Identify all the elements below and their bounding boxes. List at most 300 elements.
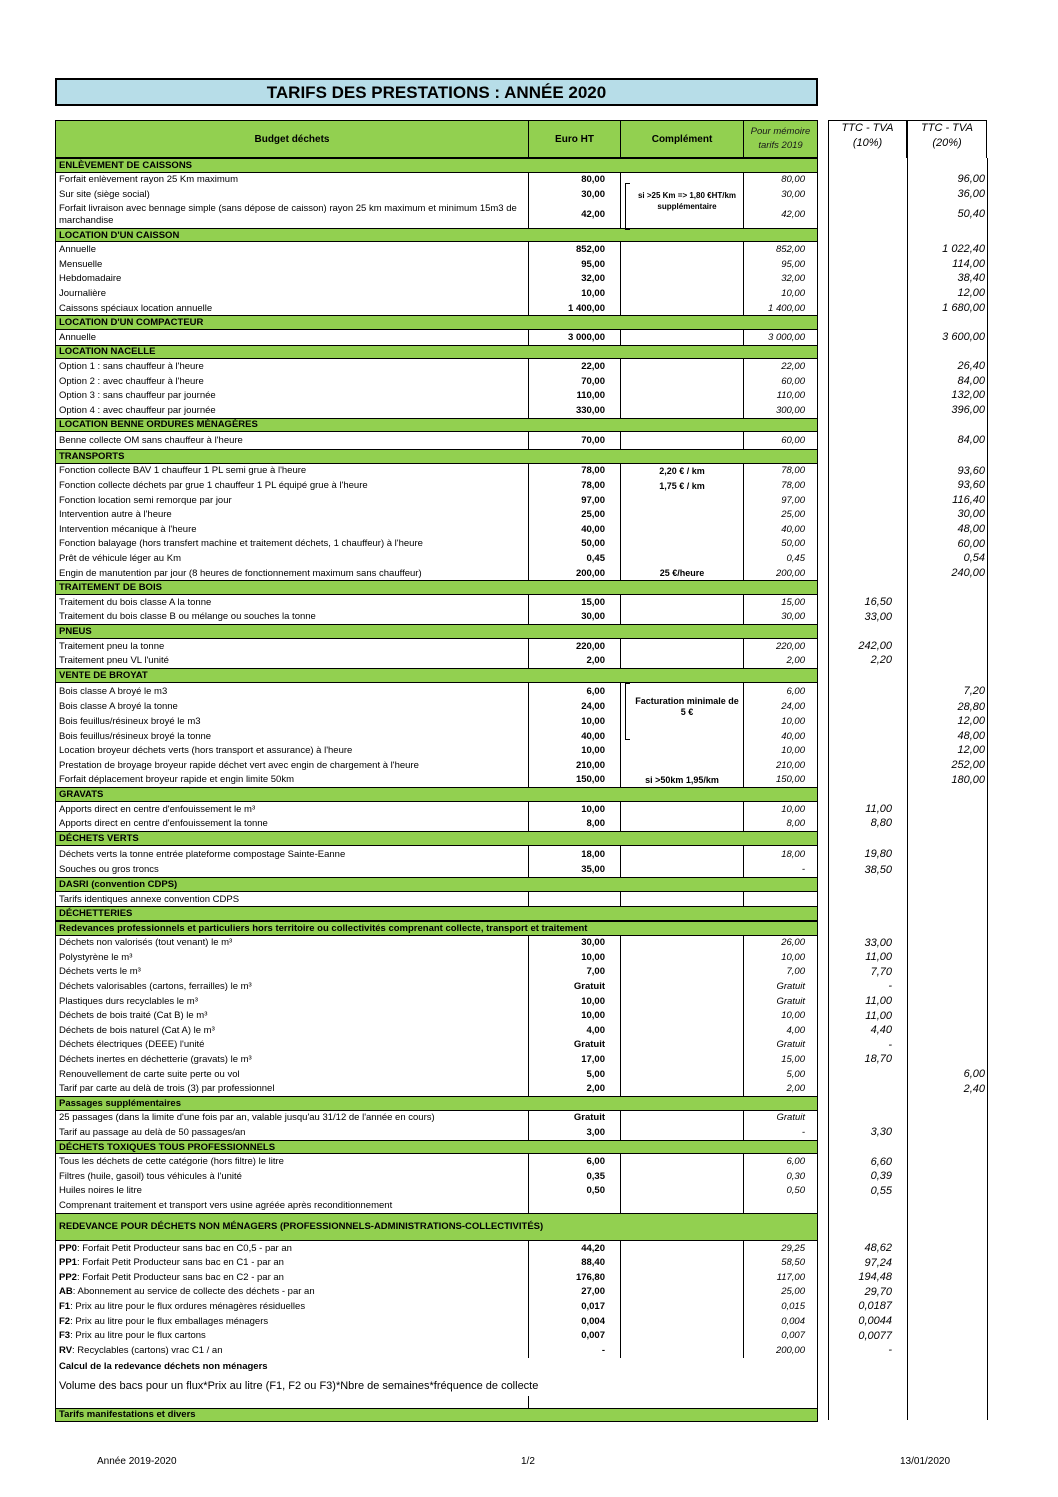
ttc20-value: 26,40 — [957, 360, 985, 372]
euro-ht-cell: 78,00 — [529, 478, 621, 493]
table-row — [55, 551, 818, 566]
tariff-table — [55, 158, 818, 1422]
row-label: DÉCHETS VERTS — [59, 832, 139, 844]
header-ttc20-line1: TTC - TVA — [921, 122, 973, 134]
row-label-text: : Prix au litre pour le flux cartons — [70, 1330, 206, 1342]
section-header — [55, 1408, 818, 1423]
row-label-text: Déchets de bois traité (Cat B) le m³ — [59, 1010, 208, 1022]
euro-ht-cell: 30,00 — [529, 610, 621, 625]
euro-ht-cell: 6,00 — [529, 683, 621, 700]
complement-cell — [621, 1270, 744, 1285]
row-label — [56, 272, 529, 287]
table-row — [55, 595, 818, 610]
memo-cell: 2,00 — [786, 655, 805, 667]
ttc20-value: 180,00 — [951, 773, 985, 786]
memo-cell: 15,00 — [781, 1054, 805, 1066]
memo-cell: 80,00 — [781, 174, 805, 186]
row-label: ENLÈVEMENT DE CAISSONS — [59, 159, 193, 171]
ttc10-value: 33,00 — [864, 936, 892, 949]
complement-cell — [621, 242, 744, 257]
memo-cell: 110,00 — [776, 390, 805, 402]
row-label-text: Bois feuillus/résineux broyé le m3 — [59, 715, 201, 727]
complement-cell — [621, 522, 744, 537]
row-label — [56, 773, 529, 788]
row-label-text: Polystyrène le m³ — [59, 951, 133, 963]
row-label: LOCATION BENNE ORDURES MÉNAGÈRES — [59, 419, 258, 431]
section-header — [55, 1140, 818, 1155]
section-header — [55, 228, 818, 243]
euro-ht-cell: 30,00 — [529, 936, 621, 951]
row-label — [56, 1255, 529, 1270]
row-label — [56, 1008, 529, 1023]
euro-ht-cell: 200,00 — [529, 566, 621, 581]
memo-cell: 6,00 — [786, 1156, 805, 1168]
row-label: TRANSPORTS — [59, 450, 125, 462]
row-label: LOCATION D'UN CAISSON — [59, 229, 180, 241]
memo-cell: 4,00 — [786, 1024, 805, 1036]
euro-ht-cell: 70,00 — [529, 432, 621, 449]
ttc20-value: 6,00 — [963, 1068, 985, 1080]
memo-cell: 0,007 — [781, 1330, 805, 1342]
row-label-text: Bois feuillus/résineux broyé la tonne — [59, 730, 212, 742]
ttc10-value: 11,00 — [865, 802, 892, 815]
memo-cell: 0,004 — [781, 1315, 805, 1327]
euro-ht-cell: 18,00 — [529, 846, 621, 863]
row-code: F1 — [59, 1300, 71, 1312]
ttc20-value: 93,60 — [957, 464, 985, 477]
complement-cell — [621, 965, 744, 980]
row-label — [56, 388, 529, 403]
table-row — [55, 965, 818, 980]
row-label: Volume des bacs pour un flux*Prix au litre (F1, F2 ou F3)*Nbre de semaines*fréquence de collecte — [59, 1379, 539, 1392]
complement-cell — [621, 551, 744, 566]
row-label — [56, 257, 529, 272]
complement-cell — [621, 507, 744, 522]
complement-cell — [621, 950, 744, 965]
memo-cell: 6,00 — [786, 685, 805, 697]
table-row — [55, 979, 818, 994]
complement-cell — [621, 639, 744, 654]
row-label-text: Benne collecte OM sans chauffeur à l'heure — [59, 435, 243, 447]
row-label — [56, 846, 529, 863]
complement-cell — [621, 1023, 744, 1038]
complement-cell — [621, 1299, 744, 1314]
euro-ht-cell: Gratuit — [529, 979, 621, 994]
complement-cell — [621, 1038, 744, 1053]
row-label-text: Sur site (siège social) — [59, 188, 150, 200]
table-row — [55, 1343, 818, 1358]
memo-cell: - — [801, 1127, 805, 1139]
table-row — [55, 729, 818, 744]
ttc10-value: 0,0077 — [858, 1329, 892, 1342]
row-label — [56, 1125, 529, 1140]
euro-ht-cell: 3 000,00 — [529, 330, 621, 345]
ttc20-value: 50,40 — [957, 208, 985, 221]
row-label — [56, 714, 529, 729]
ttc20-value: 396,00 — [951, 403, 985, 416]
complement-cell: 1,75 € / km — [621, 478, 744, 493]
table-row — [55, 802, 818, 817]
row-label-text: : Abonnement au service de collecte des déchets - par an — [72, 1286, 315, 1298]
complement-cell — [621, 729, 744, 744]
euro-ht-cell: 0,50 — [529, 1184, 621, 1199]
euro-ht-cell: 10,00 — [529, 950, 621, 965]
memo-cell: 0,30 — [786, 1170, 805, 1182]
header-ttc10-line2: (10%) — [852, 137, 883, 149]
ttc10-value: 0,0044 — [858, 1315, 892, 1327]
row-code: F3 — [59, 1330, 71, 1342]
footer-date: 13/01/2020 — [900, 1456, 951, 1467]
row-label — [56, 1067, 529, 1082]
ttc20-value: 84,00 — [957, 374, 985, 387]
row-label-text: Déchets verts le m³ — [59, 966, 141, 978]
memo-cell: 5,00 — [786, 1068, 805, 1080]
ttc10-value: 11,00 — [865, 951, 892, 964]
euro-ht-cell: 0,35 — [529, 1169, 621, 1184]
row-label — [56, 537, 529, 552]
complement-cell: 2,20 € / km — [621, 464, 744, 479]
row-label — [56, 816, 529, 831]
row-code: AB — [59, 1286, 73, 1298]
memo-cell: 200,00 — [775, 1344, 805, 1356]
ttc10-value: 0,55 — [870, 1184, 892, 1197]
table-row — [55, 493, 818, 508]
euro-ht-cell: 0,007 — [529, 1328, 621, 1343]
memo-cell: 300,00 — [775, 404, 805, 416]
ttc20-value: 48,00 — [957, 729, 985, 742]
row-label — [56, 1169, 529, 1184]
ttc20-value: 2,40 — [963, 1082, 985, 1095]
page-title: TARIFS DES PRESTATIONS : ANNÉE 2020 — [55, 78, 818, 106]
table-row — [55, 1111, 818, 1126]
row-label — [56, 1270, 529, 1285]
euro-ht-cell: 44,20 — [529, 1241, 621, 1256]
table-row — [55, 388, 818, 403]
euro-ht-cell: 25,00 — [529, 507, 621, 522]
memo-cell: 30,00 — [781, 611, 805, 623]
ttc10-value: 2,20 — [870, 654, 892, 667]
euro-ht-cell: 17,00 — [529, 1052, 621, 1067]
row-label-text: Bois classe A broyé le m3 — [59, 685, 168, 697]
row-label — [56, 1328, 529, 1343]
section-header — [55, 668, 818, 683]
row-label-text: Forfait déplacement broyeur rapide et engin limite 50km — [59, 774, 294, 786]
section-header — [55, 624, 818, 639]
memo-cell: 10,00 — [781, 745, 805, 757]
table-row — [55, 816, 818, 831]
row-label — [56, 863, 529, 878]
ttc20-col-right-border — [987, 158, 988, 1420]
header-euro-ht: Euro HT — [528, 120, 621, 158]
row-label-text: : Forfait Petit Producteur sans bac en C0,5 - par an — [76, 1242, 292, 1254]
row-label — [56, 994, 529, 1009]
ttc10-value: 11,00 — [865, 995, 892, 1007]
complement-cell — [621, 272, 744, 287]
ttc10-value: 7,70 — [870, 965, 892, 978]
complement-cell — [621, 1314, 744, 1329]
section-header — [55, 906, 818, 921]
row-label-text: Fonction collecte déchets par grue 1 chauffeur 1 PL équipé grue à l'heure — [59, 480, 368, 492]
row-label — [56, 374, 529, 389]
table-row — [55, 242, 818, 257]
row-code: PP2 — [59, 1271, 77, 1283]
ttc20-value: 38,40 — [957, 272, 985, 285]
euro-ht-cell: 3,00 — [529, 1125, 621, 1140]
complement-cell — [621, 1111, 744, 1126]
row-label — [56, 493, 529, 508]
row-label: DASRI (convention CDPS) — [59, 878, 178, 890]
euro-ht-cell: 80,00 — [529, 173, 621, 188]
memo-cell: 10,00 — [781, 951, 805, 963]
memo-cell: 78,00 — [781, 465, 805, 477]
ttc10-value: 18,70 — [864, 1053, 892, 1066]
complement-cell: si >50km 1,95/km — [621, 773, 744, 788]
complement-cell — [621, 1328, 744, 1343]
euro-ht-cell: 150,00 — [529, 773, 621, 788]
complement-cell — [621, 403, 744, 418]
complement-cell — [621, 330, 744, 345]
ttc20-value: 60,00 — [957, 537, 985, 550]
row-label-text: Forfait enlèvement rayon 25 Km maximum — [59, 174, 238, 186]
euro-ht-cell: 32,00 — [529, 272, 621, 287]
euro-ht-cell: 210,00 — [529, 758, 621, 773]
row-label-text: Plastiques durs recyclables le m³ — [59, 995, 198, 1007]
row-label-text: Fonction balayage (hors transfert machine et traitement déchets, 1 chauffeur) à l'heure — [59, 538, 423, 550]
row-label — [56, 1198, 529, 1213]
ttc20-value: 1 680,00 — [942, 301, 985, 314]
row-label — [56, 286, 529, 301]
complement-cell — [621, 846, 744, 863]
memo-cell: Gratuit — [776, 995, 805, 1007]
table-row — [55, 301, 818, 316]
complement-cell — [621, 802, 744, 817]
row-label — [56, 700, 529, 715]
table-row — [55, 272, 818, 287]
section-header — [55, 345, 818, 360]
header-memo-line1: Pour mémoire — [750, 126, 811, 137]
table-row — [55, 566, 818, 581]
table-row — [55, 374, 818, 389]
row-label-text: Traitement du bois classe A la tonne — [59, 596, 212, 608]
row-label-text: Tarif par carte au delà de trois (3) par professionnel — [59, 1083, 275, 1095]
euro-ht-cell: - — [529, 1343, 621, 1358]
complement-cell — [621, 432, 744, 449]
row-label-text: Déchets valorisables (cartons, ferrailles) le m³ — [59, 981, 252, 993]
header-memo-line2: tarifs 2019 — [758, 140, 803, 151]
memo-cell: 117,00 — [776, 1271, 805, 1283]
complement-cell — [621, 610, 744, 625]
memo-cell: 60,00 — [781, 375, 805, 387]
complement-cell — [621, 173, 744, 188]
header-ttc20-line2: (20%) — [932, 137, 962, 149]
section-header — [55, 787, 818, 802]
row-label — [56, 1241, 529, 1256]
euro-ht-cell: 22,00 — [529, 359, 621, 374]
row-label — [56, 639, 529, 654]
ttc10-value: 6,60 — [870, 1155, 892, 1168]
ttc-col-divider — [907, 158, 908, 1420]
euro-ht-cell: 42,00 — [529, 202, 621, 228]
memo-cell: 852,00 — [775, 244, 805, 256]
row-label: TRAITEMENT DE BOIS — [59, 582, 162, 594]
complement-cell — [621, 493, 744, 508]
ttc10-value: 38,50 — [864, 863, 892, 876]
complement-cell — [621, 1343, 744, 1358]
complement-cell — [621, 936, 744, 951]
table-row — [55, 1299, 818, 1314]
ttc10-value: 242,00 — [858, 639, 892, 652]
row-label-text: Traitement pneu VL l'unité — [59, 655, 169, 667]
euro-ht-cell: 0,017 — [529, 1299, 621, 1314]
section-header — [55, 580, 818, 595]
complement-cell — [621, 892, 744, 907]
complement-cell — [621, 979, 744, 994]
header-ttc10-line1: TTC - TVA — [841, 122, 894, 134]
ttc20-value: 132,00 — [951, 389, 985, 402]
table-row — [55, 507, 818, 522]
footer-page: 1/2 — [521, 1456, 535, 1467]
euro-ht-cell: 30,00 — [529, 187, 621, 202]
euro-ht-cell: 88,40 — [529, 1255, 621, 1270]
row-label-text: Fonction location semi remorque par jour — [59, 494, 232, 506]
memo-cell: 8,00 — [786, 818, 805, 830]
row-label-text: Mensuelle — [59, 258, 103, 270]
euro-ht-cell: 97,00 — [529, 493, 621, 508]
complement-cell — [621, 595, 744, 610]
row-label-text: Tarifs identiques annexe convention CDPS — [59, 893, 240, 905]
memo-cell: 15,00 — [781, 596, 805, 608]
row-label — [56, 1343, 529, 1358]
ttc10-value: 33,00 — [864, 610, 892, 623]
table-row — [55, 1125, 818, 1140]
row-label-text: Fonction collecte BAV 1 chauffeur 1 PL semi grue à l'heure — [59, 465, 307, 477]
ttc20-value: 7,20 — [963, 684, 985, 697]
row-label-text: : Recyclables (cartons) vrac C1 / an — [72, 1344, 223, 1356]
memo-cell: 3 000,00 — [768, 331, 805, 343]
euro-ht-cell: 0,45 — [529, 551, 621, 566]
row-label — [56, 892, 529, 907]
section-header — [55, 1096, 818, 1111]
memo-cell: 30,00 — [781, 188, 805, 200]
ttc10-value: 0,0187 — [858, 1300, 892, 1313]
row-code: RV — [59, 1344, 73, 1356]
header-complement: Complément — [620, 120, 744, 158]
row-label-text: Option 2 : avec chauffeur à l'heure — [59, 375, 204, 387]
row-code: PP1 — [59, 1257, 77, 1269]
ttc10-value: 29,70 — [864, 1285, 892, 1298]
complement-cell — [621, 743, 744, 758]
row-label — [56, 551, 529, 566]
euro-ht-cell — [529, 1198, 621, 1213]
row-label-text: Option 3 : sans chauffeur par journée — [59, 390, 216, 402]
memo-cell — [744, 892, 818, 907]
ttc10-value: 48,62 — [864, 1242, 892, 1254]
memo-cell: 78,00 — [781, 480, 805, 492]
ttc10-value: 4,40 — [870, 1024, 892, 1037]
euro-ht-cell: Gratuit — [529, 1038, 621, 1053]
table-row — [55, 1008, 818, 1023]
memo-cell: 22,00 — [781, 360, 805, 372]
ttc20-value: 36,00 — [957, 188, 985, 200]
memo-cell: Gratuit — [776, 981, 805, 993]
euro-ht-cell: 10,00 — [529, 1008, 621, 1023]
row-label-text: Hebdomadaire — [59, 273, 122, 285]
table-row — [55, 653, 818, 668]
complement-cell — [621, 388, 744, 403]
row-label-text: Apports direct en centre d'enfouissement la tonne — [59, 818, 268, 830]
ttc10-col-left-border — [828, 158, 829, 1420]
ttc20-value: 12,00 — [957, 715, 985, 728]
euro-ht-cell: 852,00 — [529, 242, 621, 257]
row-label: Calcul de la redevance déchets non ménagers — [59, 1361, 268, 1373]
complement-cell: 25 €/heure — [621, 566, 744, 581]
complement-cell — [621, 1008, 744, 1023]
row-label-text: Intervention autre à l'heure — [59, 509, 172, 521]
complement-cell — [621, 1241, 744, 1256]
memo-cell: 10,00 — [781, 803, 805, 815]
header-memo — [743, 120, 818, 158]
euro-ht-cell: 35,00 — [529, 863, 621, 878]
complement-cell — [621, 359, 744, 374]
memo-cell: 25,00 — [781, 1286, 805, 1298]
ttc20-value: 114,00 — [952, 257, 985, 270]
header-ttc10 — [828, 120, 907, 158]
row-label-text: Renouvellement de carte suite perte ou vol — [59, 1068, 240, 1080]
row-label-text: Déchets inertes en déchetterie (gravats) le m³ — [59, 1054, 252, 1066]
row-label — [56, 432, 529, 449]
table-row — [55, 1314, 818, 1329]
table-row — [55, 1241, 818, 1256]
row-label-text: Déchets électriques (DEEE) l'unité — [59, 1039, 205, 1051]
ttc10-value: - — [888, 980, 892, 993]
euro-ht-cell: 330,00 — [529, 403, 621, 418]
memo-cell: 26,00 — [781, 937, 805, 949]
table-row — [55, 522, 818, 537]
row-label-text: Déchets verts la tonne entrée plateforme compostage Sainte-Eanne — [59, 848, 346, 860]
table-row — [55, 330, 818, 345]
euro-ht-cell: 176,80 — [529, 1270, 621, 1285]
row-code: F2 — [59, 1315, 71, 1327]
row-label — [56, 202, 529, 228]
memo-cell: 25,00 — [781, 509, 805, 521]
row-label: GRAVATS — [59, 788, 104, 800]
row-label-text: : Prix au litre pour le flux ordures ménagères résiduelles — [70, 1300, 306, 1312]
ttc20-value: 96,00 — [957, 173, 985, 186]
calc-formula — [55, 1376, 818, 1396]
row-label — [56, 683, 529, 700]
memo-cell: 10,00 — [781, 1010, 805, 1022]
section-header — [55, 315, 818, 330]
row-label-text: Intervention mécanique à l'heure — [59, 523, 197, 535]
row-label — [56, 403, 529, 418]
table-row — [55, 403, 818, 418]
row-label — [56, 595, 529, 610]
complement-cell — [621, 653, 744, 668]
complement-cell — [621, 1125, 744, 1140]
row-label — [56, 1184, 529, 1199]
section-header — [55, 1213, 818, 1241]
table-row — [55, 1169, 818, 1184]
row-label-text: Souches ou gros troncs — [59, 864, 159, 876]
row-label — [56, 1038, 529, 1053]
ttc20-value: 116,40 — [952, 493, 985, 506]
ttc20-value: 240,00 — [951, 566, 985, 579]
row-label — [56, 301, 529, 316]
ttc20-value: 48,00 — [957, 523, 985, 535]
row-label-text: Engin de manutention par jour (8 heures de fonctionnement maximum sans chauffeur) — [59, 567, 422, 579]
row-label-text: 25 passages (dans la limite d'une fois par an, valable jusqu'au 31/12 de l'année en cours) — [59, 1112, 435, 1124]
spacer-row — [55, 1396, 818, 1408]
